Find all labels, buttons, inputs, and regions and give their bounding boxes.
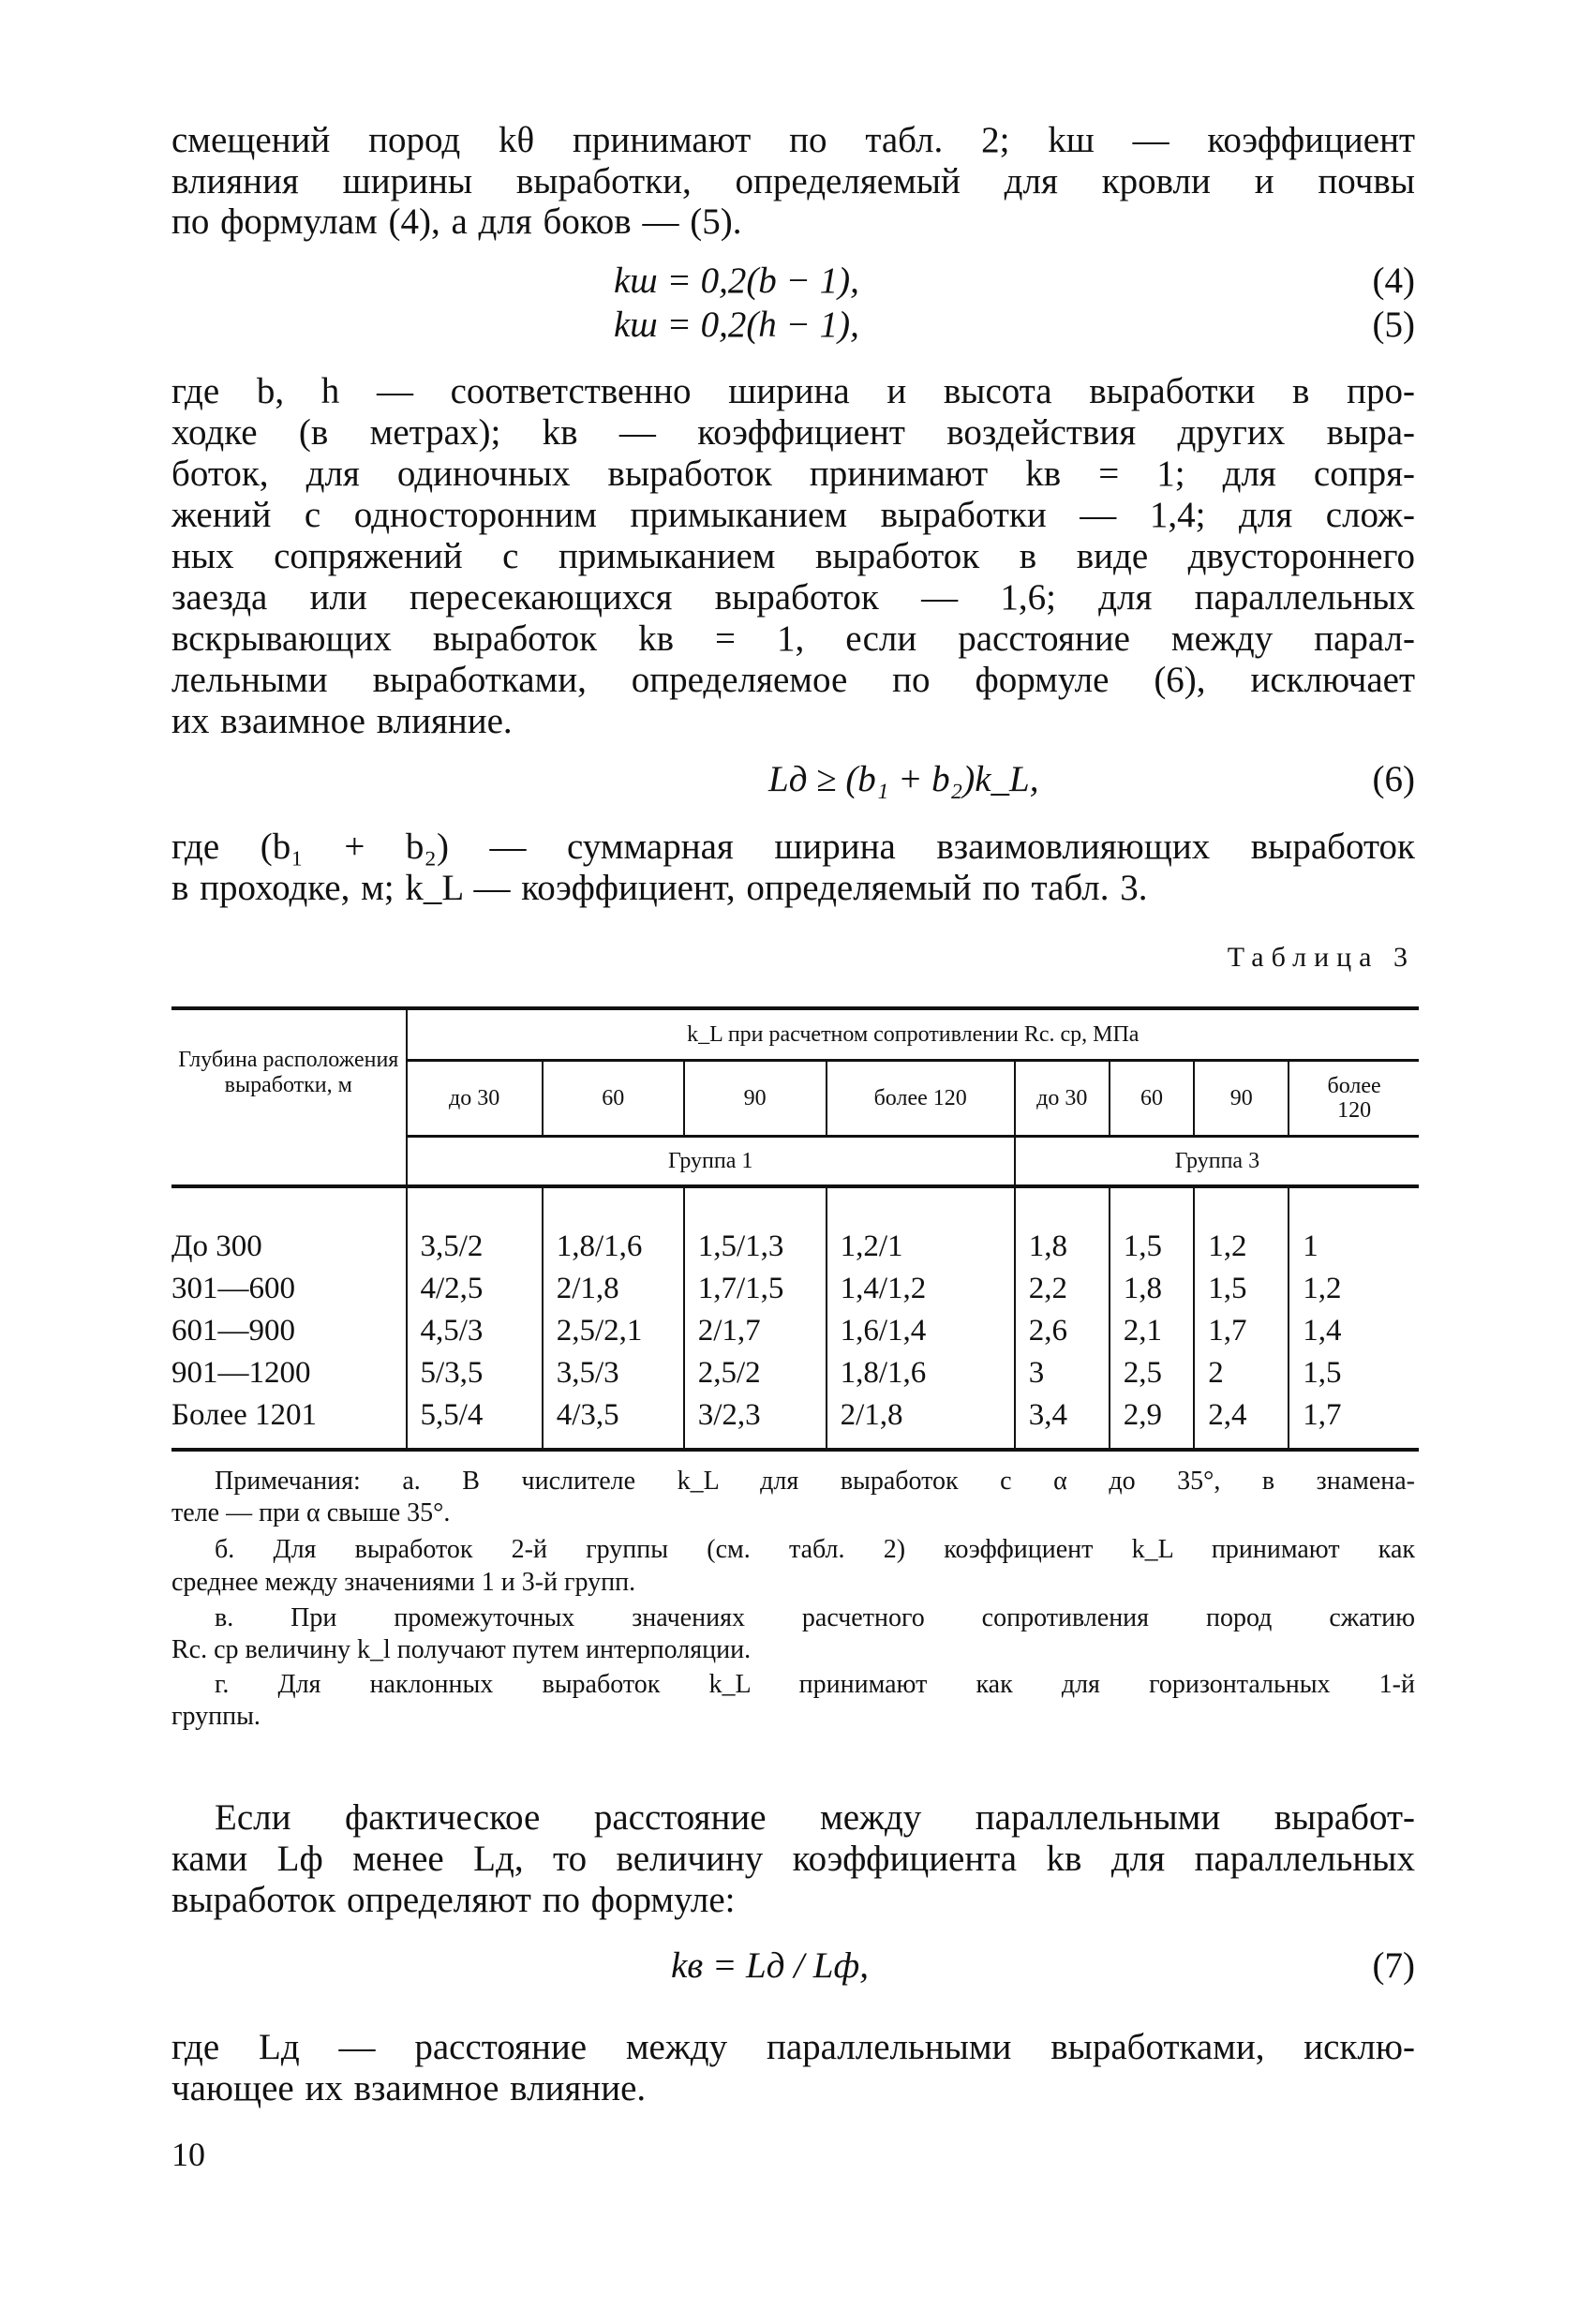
- value-cell: 1,6/1,4: [840, 1314, 927, 1348]
- text-line: ходке (в метрах); kв — коэффициент воздействия других выра-: [171, 412, 1415, 453]
- note-line: б. Для выработок 2-й группы (см. табл. 2) коэффициент k_L принимают как: [215, 1535, 1415, 1564]
- column-header: k_L при расчетном сопротивлении Rс. ср, МПа: [407, 1008, 1419, 1061]
- value-cell: 2/1,8: [556, 1272, 619, 1305]
- group-header: Группа 1: [407, 1137, 1015, 1187]
- note-line: группы.: [171, 1702, 261, 1731]
- value-cell: 2,9: [1123, 1398, 1162, 1432]
- value-cell: 1,2/1: [840, 1229, 903, 1263]
- row-header: Глубина расположения выработки, м: [178, 1048, 399, 1098]
- text-line: вскрывающих выработок kв = 1, если расстояние между парал-: [171, 618, 1415, 659]
- value-cell: 3/2,3: [697, 1398, 761, 1432]
- note-line: среднее между значениями 1 и 3-й групп.: [171, 1568, 636, 1597]
- value-cell: 1,7: [1303, 1398, 1342, 1432]
- subcolumn-header: более 120: [827, 1061, 1015, 1137]
- note-line: теле — при α свыше 35°.: [171, 1498, 451, 1527]
- formula-4: kш = 0,2(b − 1),: [614, 261, 859, 301]
- text-line: Если фактическое расстояние между параллельными выработ-: [215, 1797, 1415, 1838]
- value-cell: 1,8: [1028, 1229, 1068, 1263]
- value-cell: 2: [1208, 1356, 1224, 1390]
- text-line: чающее их взаимное влияние.: [171, 2068, 647, 2108]
- value-cell: 1,2: [1208, 1229, 1247, 1263]
- value-cell: 2,6: [1028, 1314, 1068, 1348]
- value-cell: 1,5: [1208, 1272, 1247, 1305]
- value-cell: 2,1: [1123, 1314, 1162, 1348]
- depth-column: [171, 1186, 407, 1450]
- subcolumn-header: до 30: [407, 1061, 543, 1137]
- text-line: смещений пород kθ принимают по табл. 2; kш — коэффициент: [171, 120, 1415, 160]
- value-cell: 2,5/2: [697, 1356, 761, 1390]
- text-line: лельными выработками, определяемое по формуле (6), исключает: [171, 660, 1415, 700]
- formula-number: (7): [1372, 1945, 1415, 1986]
- text-line: их взаимное влияние.: [171, 701, 513, 741]
- value-cell: 5,5/4: [420, 1398, 484, 1432]
- depth-cell: 601—900: [171, 1314, 295, 1348]
- value-column: [1194, 1186, 1289, 1450]
- value-cell: 2,5/2,1: [556, 1314, 643, 1348]
- value-cell: 4/3,5: [556, 1398, 619, 1432]
- value-cell: 2,5: [1123, 1356, 1162, 1390]
- coefficient-table: [171, 1006, 1419, 1452]
- subcolumn-header: до 30: [1015, 1061, 1110, 1137]
- text-line: в проходке, м; k_L — коэффициент, определяемый по табл. 3.: [171, 868, 1148, 908]
- text-line: боток, для одиночных выработок принимают kв = 1; для сопря-: [171, 454, 1415, 494]
- empty-cell: [171, 1137, 407, 1187]
- formula-number: (6): [1372, 759, 1415, 799]
- value-column: [684, 1186, 827, 1450]
- formula-number: (5): [1372, 305, 1415, 345]
- text-line: где (b₁ + b₂) — суммарная ширина взаимовлияющих выработок: [171, 827, 1415, 867]
- value-cell: 2/1,8: [840, 1398, 903, 1432]
- table-caption: Таблица 3: [1227, 942, 1415, 973]
- depth-cell: До 300: [171, 1229, 262, 1263]
- text-line: где b, h — соответственно ширина и высота выработки в про-: [171, 371, 1415, 411]
- value-cell: 1,2: [1303, 1272, 1342, 1305]
- table-body: [171, 1186, 1419, 1450]
- value-cell: 1,8/1,6: [556, 1229, 643, 1263]
- value-cell: 3: [1028, 1356, 1045, 1390]
- value-column: [1289, 1186, 1419, 1450]
- value-cell: 1,4/1,2: [840, 1272, 927, 1305]
- text-line: по формулам (4), а для боков — (5).: [171, 201, 742, 242]
- subcolumn-header: более 120: [1289, 1061, 1419, 1137]
- subcolumn-header: 90: [1194, 1061, 1289, 1137]
- value-cell: 1,4: [1303, 1314, 1342, 1348]
- value-cell: 2,4: [1208, 1398, 1247, 1432]
- value-cell: 1: [1303, 1229, 1318, 1263]
- value-column: [407, 1186, 543, 1450]
- formula-6: Lд ≥ (b₁ + b₂)k_L,: [768, 759, 1039, 799]
- note-line: в. При промежуточных значениях расчетного сопротивления пород сжатию: [215, 1603, 1415, 1632]
- text-line: ками Lф менее Lд, то величину коэффициента kв для параллельных: [171, 1839, 1415, 1879]
- subcolumn-header: 90: [684, 1061, 827, 1137]
- value-cell: 2,2: [1028, 1272, 1068, 1305]
- formula-5: kш = 0,2(h − 1),: [614, 305, 859, 345]
- note-line: Примечания: а. В числителе k_L для выработок с α до 35°, в знамена-: [215, 1467, 1415, 1496]
- value-cell: 3,5/2: [420, 1229, 484, 1263]
- text-line: ных сопряжений с примыканием выработок в виде двустороннего: [171, 536, 1415, 576]
- formula-7: kв = Lд / Lф,: [671, 1945, 869, 1986]
- value-cell: 4/2,5: [420, 1272, 484, 1305]
- value-cell: 3,5/3: [556, 1356, 619, 1390]
- formula-number: (4): [1372, 261, 1415, 301]
- value-cell: 3,4: [1028, 1398, 1068, 1432]
- text-line: влияния ширины выработки, определяемый для кровли и почвы: [171, 161, 1415, 201]
- value-cell: 1,8: [1123, 1272, 1162, 1305]
- text-line: жений с односторонним примыканием выработки — 1,4; для слож-: [171, 495, 1415, 535]
- value-cell: 1,7/1,5: [697, 1272, 784, 1305]
- value-cell: 5/3,5: [420, 1356, 484, 1390]
- depth-cell: Более 1201: [171, 1398, 318, 1432]
- value-cell: 1,5/1,3: [697, 1229, 784, 1263]
- note-line: Rс. ср величину k_l получают путем интерполяции.: [171, 1635, 752, 1664]
- value-cell: 1,7: [1208, 1314, 1247, 1348]
- text-line: заезда или пересекающихся выработок — 1,6; для параллельных: [171, 577, 1415, 618]
- value-column: [827, 1186, 1015, 1450]
- group-header: Группа 3: [1015, 1137, 1419, 1187]
- depth-cell: 901—1200: [171, 1356, 311, 1390]
- value-cell: 1,5: [1123, 1229, 1162, 1263]
- subcolumn-header: 60: [1110, 1061, 1195, 1137]
- value-column: [1110, 1186, 1195, 1450]
- value-cell: 1,5: [1303, 1356, 1342, 1390]
- page-number: 10: [171, 2136, 205, 2173]
- text-line: где Lд — расстояние между параллельными выработками, исклю-: [171, 2027, 1415, 2067]
- value-column: [543, 1186, 684, 1450]
- depth-cell: 301—600: [171, 1272, 295, 1305]
- subcolumn-header: 60: [543, 1061, 684, 1137]
- note-line: г. Для наклонных выработок k_L принимают как для горизонтальных 1-й: [215, 1670, 1415, 1699]
- value-column: [1015, 1186, 1110, 1450]
- value-cell: 1,8/1,6: [840, 1356, 927, 1390]
- value-cell: 4,5/3: [420, 1314, 484, 1348]
- value-cell: 2/1,7: [697, 1314, 761, 1348]
- text-line: выработок определяют по формуле:: [171, 1880, 736, 1920]
